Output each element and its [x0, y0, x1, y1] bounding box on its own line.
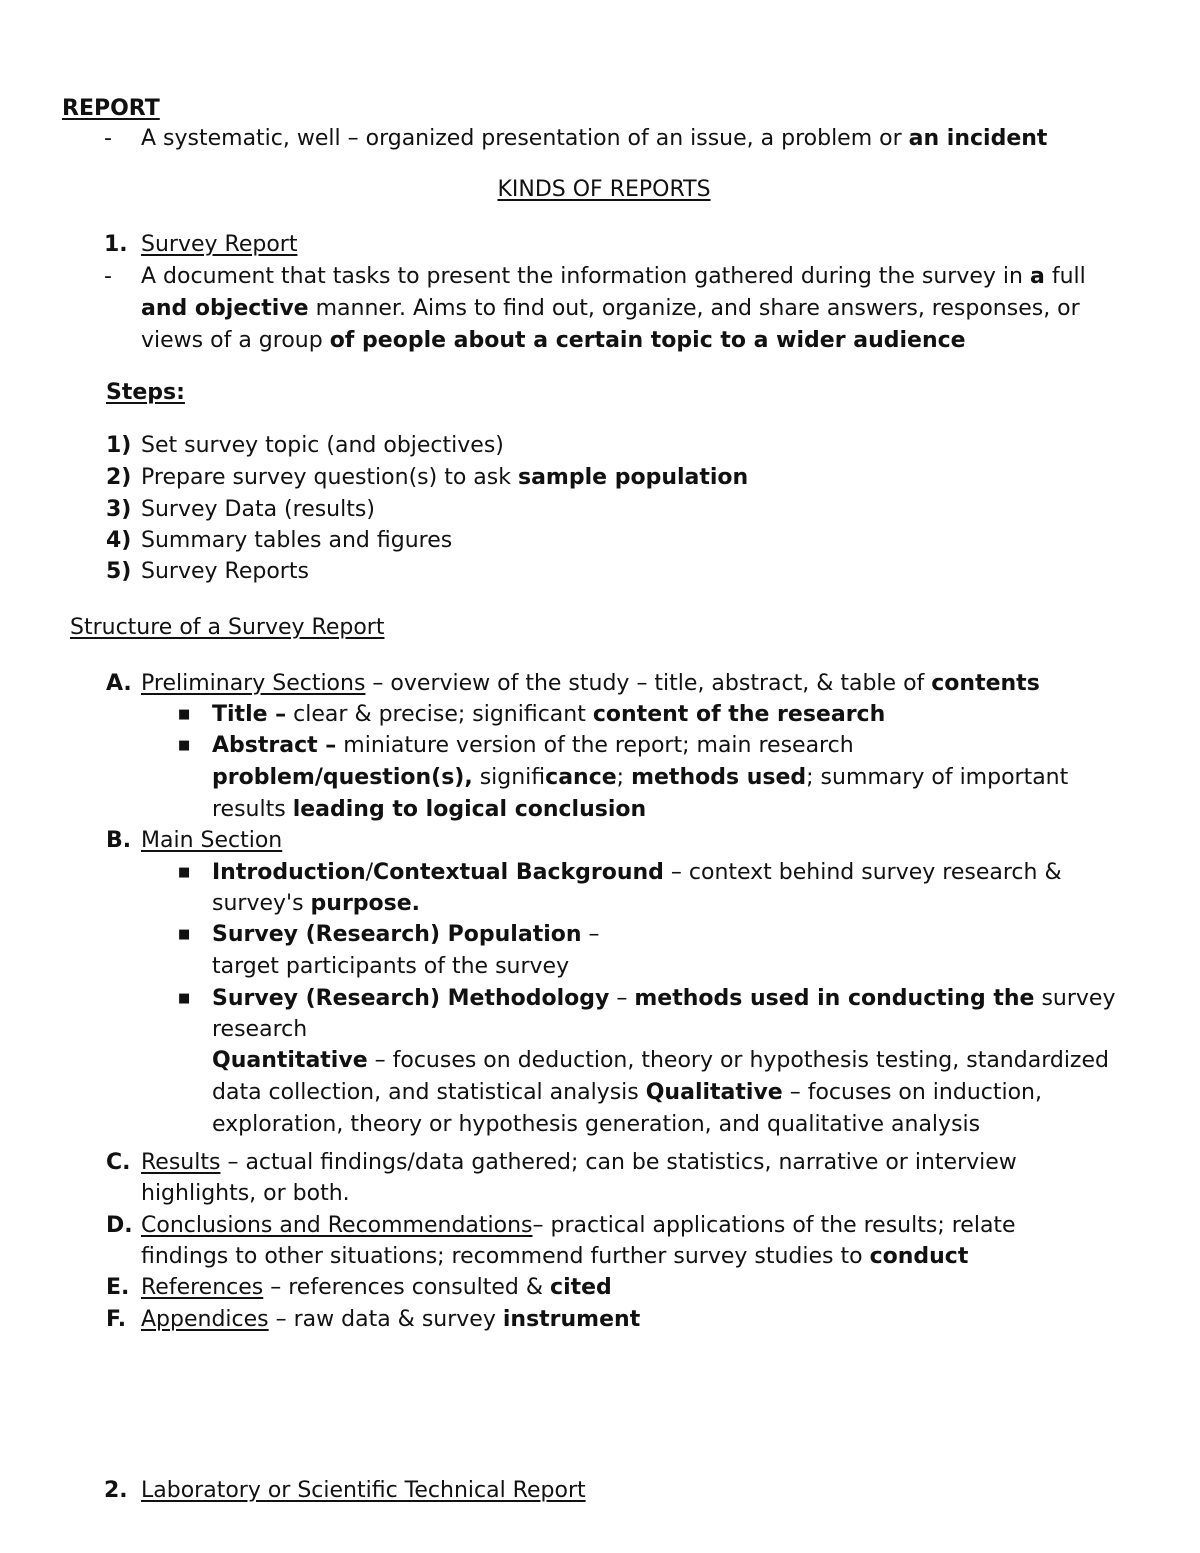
- section-c-results-line2: highlights, or both.: [141, 1181, 350, 1206]
- survey-def-line1: A document that tasks to present the information gathered during the survey in a full: [141, 264, 1086, 289]
- square-bullet-icon: ■: [178, 927, 191, 942]
- step-item: Survey Data (results): [141, 497, 375, 522]
- step-number: 4): [106, 528, 132, 553]
- step-item: Set survey topic (and objectives): [141, 433, 504, 458]
- section-c-results: Results – actual findings/data gathered; can be statistics, narrative or interview: [141, 1150, 1017, 1175]
- item-title: Title – clear & precise; significant content of the research: [212, 702, 886, 727]
- section-a-preliminary: Preliminary Sections – overview of the study – title, abstract, & table of contents: [141, 671, 1040, 696]
- section-letter: A.: [106, 671, 132, 696]
- item-abstract-line3: results leading to logical conclusion: [212, 797, 647, 822]
- section-e-references: References – references consulted & cited: [141, 1275, 612, 1300]
- kinds-title: KINDS OF REPORTS: [497, 177, 711, 202]
- item-introduction: Introduction/Contextual Background – context behind survey research &: [212, 860, 1062, 885]
- structure-title: Structure of a Survey Report: [70, 615, 385, 640]
- square-bullet-icon: ■: [178, 865, 191, 880]
- step-number: 2): [106, 465, 132, 490]
- item-population-line2: target participants of the survey: [212, 954, 570, 979]
- item-population: Survey (Research) Population –: [212, 922, 600, 947]
- square-bullet-icon: ■: [178, 707, 191, 722]
- survey-def-line3: views of a group of people about a certain topic to a wider audience: [141, 328, 966, 353]
- section-letter: F.: [106, 1307, 127, 1332]
- item-qualitative-line2: exploration, theory or hypothesis generation, and qualitative analysis: [212, 1112, 981, 1137]
- step-item: Summary tables and figures: [141, 528, 453, 553]
- section-b-main: Main Section: [141, 828, 283, 853]
- section-d-conclusions-line2: findings to other situations; recommend further survey studies to conduct: [141, 1244, 969, 1269]
- item-methodology-line2: research: [212, 1017, 308, 1042]
- item-abstract-line2: problem/question(s), significance; methods used; summary of important: [212, 765, 1069, 790]
- steps-heading: Steps:: [106, 380, 185, 405]
- step-number: 1): [106, 433, 132, 458]
- report-heading: REPORT: [62, 96, 160, 121]
- lab-number: 2.: [104, 1478, 128, 1503]
- survey-number: 1.: [104, 232, 128, 257]
- section-letter: C.: [106, 1150, 131, 1175]
- square-bullet-icon: ■: [178, 991, 191, 1006]
- item-methodology: Survey (Research) Methodology – methods used in conducting the survey: [212, 986, 1116, 1011]
- square-bullet-icon: ■: [178, 738, 191, 753]
- section-letter: B.: [106, 828, 132, 853]
- section-d-conclusions: Conclusions and Recommendations– practical applications of the results; relate: [141, 1213, 1016, 1238]
- item-introduction-line2: survey's purpose.: [212, 891, 421, 916]
- step-number: 3): [106, 497, 132, 522]
- lab-report-title: Laboratory or Scientific Technical Report: [141, 1478, 586, 1503]
- section-letter: D.: [106, 1213, 133, 1238]
- item-qualitative: data collection, and statistical analysis Qualitative – focuses on induction,: [212, 1080, 1042, 1105]
- step-number: 5): [106, 559, 132, 584]
- report-definition: A systematic, well – organized presentation of an issue, a problem or an incident: [141, 126, 1048, 151]
- section-letter: E.: [106, 1275, 130, 1300]
- survey-report-title: Survey Report: [141, 232, 298, 257]
- section-f-appendices: Appendices – raw data & survey instrument: [141, 1307, 641, 1332]
- dash-bullet: -: [104, 126, 112, 151]
- item-abstract: Abstract – miniature version of the report; main research: [212, 733, 854, 758]
- dash-bullet: -: [104, 264, 112, 289]
- item-quantitative: Quantitative – focuses on deduction, theory or hypothesis testing, standardized: [212, 1048, 1109, 1073]
- survey-def-line2: and objective manner. Aims to find out, organize, and share answers, responses, or: [141, 296, 1080, 321]
- step-item: Prepare survey question(s) to ask sample population: [141, 465, 749, 490]
- step-item: Survey Reports: [141, 559, 309, 584]
